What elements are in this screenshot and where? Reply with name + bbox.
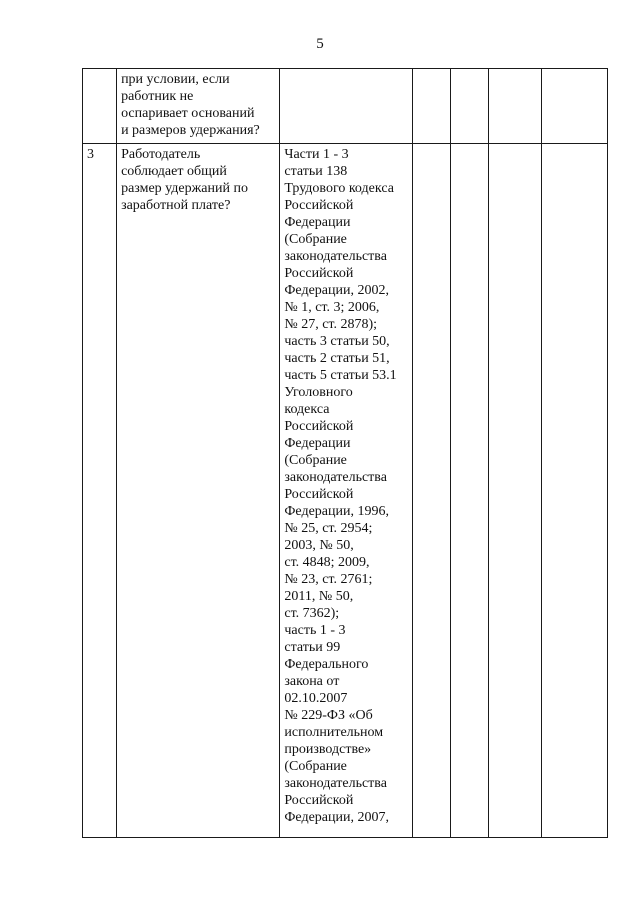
answer-no-cell	[450, 69, 488, 144]
answer-no-cell	[450, 144, 488, 838]
not-applicable-cell	[488, 69, 541, 144]
page-number: 5	[316, 36, 324, 52]
checklist-table	[82, 68, 608, 838]
question-cell: Работодатель соблюдает общий размер удержаний по заработной плате?	[117, 144, 280, 838]
answer-yes-cell	[412, 69, 450, 144]
notes-cell	[541, 69, 607, 144]
row-number-cell: 3	[83, 144, 117, 838]
table-row	[83, 69, 608, 144]
legal-basis-cell: Части 1 - 3 статьи 138 Трудового кодекса Российской Федерации (Собрание законодательства Российской Федерации, 2002, № 1, ст. 3; 2006, № 27, ст. 2878); часть 3 статьи 50, часть 2 статьи 51, часть 5 статьи 53.1 Уголовного кодекса Российской Федерации (Собрание законодательства Российской Федерации, 1996, № 25, ст. 2954; 2003, № 50, ст. 4848; 2009, № 23, ст. 2761; 2011, № 50, ст. 7362); часть 1 - 3 статьи 99 Федерального закона от 02.10.2007 № 229-ФЗ «Об исполнительном производстве» (Собрание законодательства Российской Федерации, 2007,	[280, 144, 412, 838]
row-number-cell	[83, 69, 117, 144]
notes-cell	[541, 144, 607, 838]
not-applicable-cell	[488, 144, 541, 838]
answer-yes-cell	[412, 144, 450, 838]
table-row	[83, 144, 608, 838]
question-cell: при условии, если работник не оспаривает оснований и размеров удержания?	[117, 69, 280, 144]
legal-basis-cell	[280, 69, 412, 144]
